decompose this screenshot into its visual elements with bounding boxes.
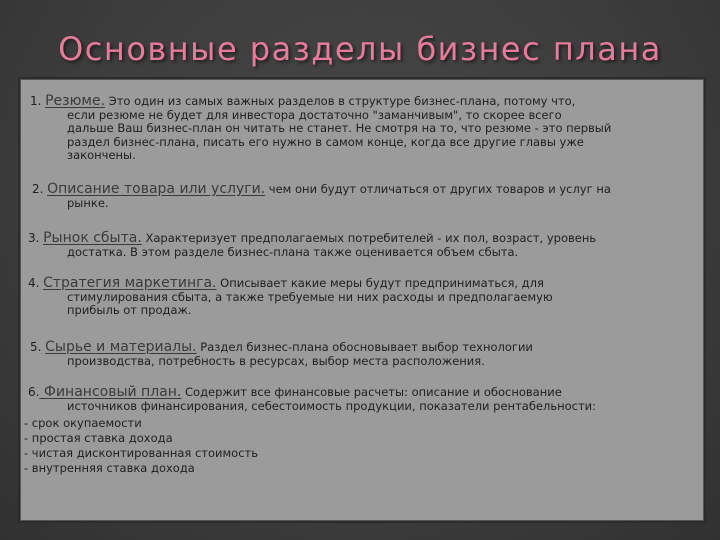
section-number: 1. <box>30 94 42 108</box>
page-title: Основные разделы бизнес плана <box>58 30 662 68</box>
section-term: Резюме. <box>45 93 106 109</box>
section-market <box>20 232 704 259</box>
section-text: источников финансирования, себестоимость продукции, показатели рентабельности: <box>67 398 597 413</box>
section-text: если резюме не будет для инвестора достаточно "заманчивым", то скорее всего <box>67 107 562 122</box>
section-finance <box>20 386 704 476</box>
section-text: рынке. <box>67 195 109 210</box>
section-text: Содержит все финансовые расчеты: описание и обоснование <box>181 385 562 399</box>
section-resume <box>20 95 704 163</box>
section-text: Характеризует предполагаемых потребителей - их пол, возраст, уровень <box>141 231 597 245</box>
list-item: - простая ставка дохода <box>24 431 173 445</box>
section-number: 6. <box>28 385 40 399</box>
section-marketing <box>20 277 704 318</box>
section-term: Финансовый план. <box>39 384 182 400</box>
section-number: 4. <box>28 276 40 290</box>
content-box <box>18 77 706 523</box>
section-text: чем они будут отличаться от других товаров и услуг на <box>265 182 611 196</box>
section-term: Стратегия маркетинга. <box>43 275 217 291</box>
section-term: Рынок сбыта. <box>43 230 142 246</box>
section-number: 5. <box>30 340 42 354</box>
section-text: стимулирования сбыта, а также требуемые ни них расходы и предполагаемую <box>67 289 553 304</box>
section-text: Раздел бизнес-плана обосновывает выбор технологии <box>196 340 533 354</box>
section-term: Сырье и материалы. <box>45 339 197 355</box>
section-text: Это один из самых важных разделов в структуре бизнес-плана, потому что, <box>105 94 576 108</box>
section-number: 2. <box>32 182 44 196</box>
section-term: Описание товара или услуги. <box>47 181 266 197</box>
section-materials <box>20 341 704 368</box>
section-text: раздел бизнес-плана, писать его нужно в самом конце, когда все другие главы уже <box>67 134 584 149</box>
list-item: - внутренняя ставка дохода <box>24 461 195 475</box>
section-text: достатка. В этом разделе бизнес-плана также оценивается объем сбыта. <box>67 244 519 259</box>
section-number: 3. <box>28 231 40 245</box>
section-text: производства, потребность в ресурсах, выбор места расположения. <box>67 353 485 368</box>
list-item: - чистая дисконтированная стоимость <box>24 446 258 460</box>
section-text: дальше Ваш бизнес-план он читать не станет. Не смотря на то, что резюме - это первый <box>67 121 612 135</box>
section-product <box>20 183 704 210</box>
section-text: закончены. <box>67 148 136 162</box>
list-item: - срок окупаемости <box>24 416 142 430</box>
section-text: прибыль от продаж. <box>67 303 192 317</box>
section-text: Описывает какие меры будут предприниматься, для <box>216 276 544 290</box>
